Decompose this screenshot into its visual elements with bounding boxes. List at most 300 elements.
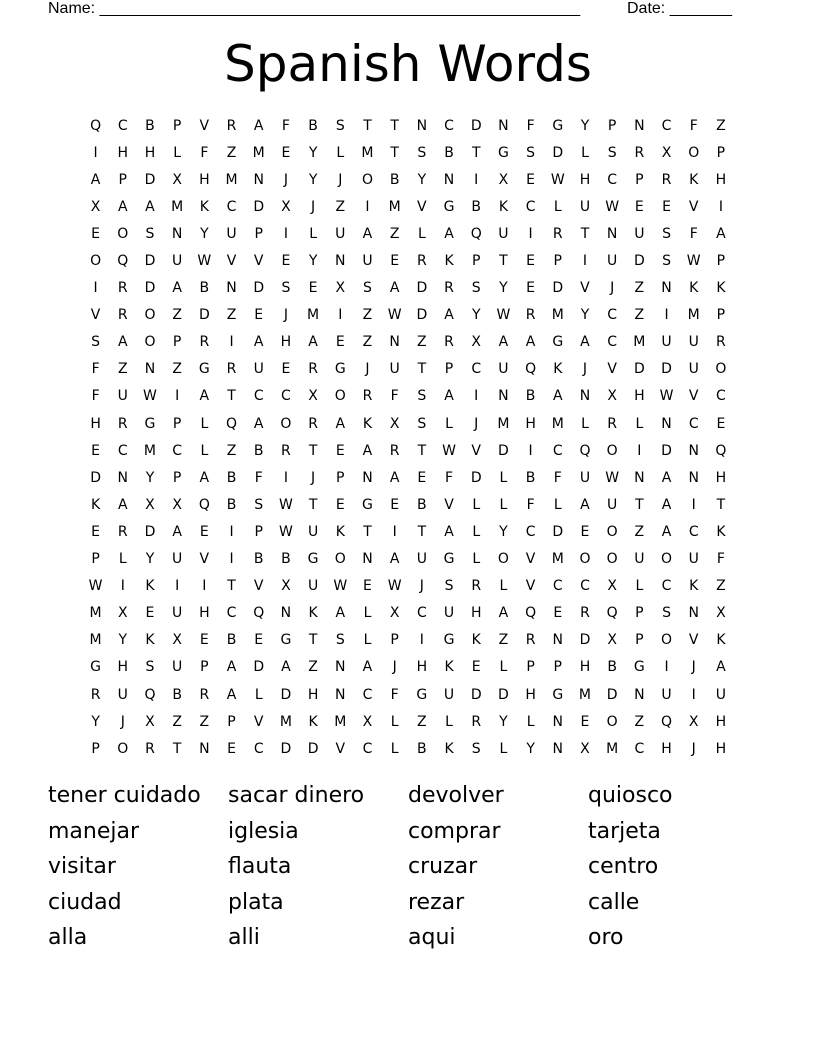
grid-letter: T <box>417 442 427 459</box>
grid-letter: Y <box>118 632 128 649</box>
grid-letter: K <box>308 713 318 730</box>
grid-letter: L <box>581 144 589 161</box>
grid-row <box>82 247 737 274</box>
grid-letter: O <box>90 253 102 270</box>
grid-letter: Z <box>226 144 237 161</box>
word-list-row <box>48 886 768 922</box>
grid-letter: D <box>552 144 564 161</box>
grid-letter: R <box>389 442 400 459</box>
grid-letter: E <box>254 632 264 649</box>
grid-letter: A <box>172 523 182 540</box>
grid-letter: I <box>392 523 397 540</box>
grid-row <box>82 139 737 166</box>
grid-letter: S <box>417 415 427 432</box>
grid-letter: X <box>389 415 400 432</box>
grid-letter: B <box>525 388 536 405</box>
grid-letter: J <box>120 713 125 730</box>
grid-letter: X <box>716 605 726 622</box>
grid-letter: U <box>661 334 672 351</box>
grid-letter: L <box>118 551 127 568</box>
grid-letter: E <box>308 280 318 297</box>
grid-letter: K <box>362 415 373 432</box>
grid-letter: T <box>417 523 427 540</box>
grid-letter: O <box>280 415 292 432</box>
grid-letter: R <box>471 713 482 730</box>
grid-letter: U <box>172 551 183 568</box>
header-fields <box>48 0 768 20</box>
grid-letter: Y <box>499 280 508 297</box>
grid-letter: I <box>528 225 533 242</box>
grid-letter: U <box>607 496 618 513</box>
grid-letter: A <box>199 388 210 405</box>
grid-letter: A <box>444 388 454 405</box>
grid-letter: P <box>172 415 182 432</box>
grid-letter: V <box>525 551 536 568</box>
word-list-item: alla <box>48 925 88 950</box>
grid-letter: V <box>444 496 454 513</box>
grid-letter: Y <box>200 225 209 242</box>
grid-letter: B <box>308 117 318 134</box>
grid-letter: A <box>661 523 672 540</box>
grid-letter: H <box>117 659 129 676</box>
grid-letter: R <box>145 740 155 757</box>
grid-letter: A <box>716 659 726 676</box>
grid-letter: R <box>607 415 618 432</box>
grid-letter: N <box>144 361 156 378</box>
grid-letter: T <box>363 523 372 540</box>
grid-letter: G <box>280 632 292 649</box>
grid-letter: B <box>389 171 400 188</box>
grid-letter: V <box>607 361 617 378</box>
word-list-item: ciudad <box>48 889 122 915</box>
grid-letter: C <box>634 740 645 757</box>
word-list-item: comprar <box>408 818 501 844</box>
grid-letter: Q <box>198 496 210 513</box>
grid-letter: L <box>173 144 182 161</box>
grid-letter: T <box>716 496 726 513</box>
grid-letter: I <box>474 171 479 188</box>
grid-letter: P <box>390 632 399 649</box>
grid-letter: F <box>91 361 100 378</box>
grid-letter: F <box>526 496 535 513</box>
grid-letter: A <box>525 334 536 351</box>
grid-letter: X <box>281 198 291 215</box>
grid-letter: N <box>552 713 564 730</box>
grid-letter: G <box>416 686 428 703</box>
grid-row <box>82 193 737 220</box>
grid-letter: K <box>91 496 101 513</box>
grid-letter: P <box>118 171 127 188</box>
grid-letter: R <box>716 334 726 351</box>
grid-letter: L <box>390 713 399 730</box>
grid-letter: E <box>716 415 726 432</box>
grid-letter: Z <box>498 632 509 649</box>
grid-letter: I <box>365 198 370 215</box>
grid-letter: U <box>443 605 455 622</box>
grid-letter: X <box>389 605 400 622</box>
grid-letter: O <box>144 307 156 324</box>
grid-letter: W <box>387 307 402 324</box>
grid-letter: V <box>226 253 237 270</box>
grid-letter: G <box>334 361 346 378</box>
grid-letter: J <box>474 415 479 432</box>
grid-row <box>82 112 737 139</box>
grid-letter: A <box>253 117 264 134</box>
grid-letter: D <box>579 632 591 649</box>
grid-letter: H <box>715 713 727 730</box>
grid-letter: C <box>444 117 454 134</box>
grid-letter: D <box>144 253 156 270</box>
grid-letter: P <box>716 307 726 324</box>
grid-letter: Y <box>308 144 318 161</box>
grid-letter: L <box>200 442 209 459</box>
grid-letter: V <box>253 713 264 730</box>
grid-letter: A <box>172 280 182 297</box>
grid-letter: E <box>335 496 345 513</box>
grid-letter: A <box>362 659 373 676</box>
grid-letter: F <box>200 144 209 161</box>
grid-letter: F <box>254 469 263 486</box>
grid-letter: U <box>688 361 699 378</box>
grid-letter: O <box>715 361 727 378</box>
grid-letter: U <box>362 253 373 270</box>
grid-letter: N <box>498 388 509 405</box>
word-list-item: tener cuidado <box>48 783 201 808</box>
grid-letter: L <box>363 605 372 622</box>
grid-letter: H <box>144 144 156 161</box>
grid-letter: Z <box>335 198 346 215</box>
grid-letter: G <box>552 334 564 351</box>
grid-letter: Y <box>499 713 508 730</box>
grid-letter: R <box>117 523 128 540</box>
grid-letter: I <box>283 469 288 486</box>
grid-letter: E <box>335 334 345 351</box>
grid-letter: C <box>226 198 237 215</box>
grid-letter: Z <box>226 307 237 324</box>
grid-letter: U <box>117 686 128 703</box>
grid-letter: U <box>416 551 427 568</box>
grid-letter: D <box>661 361 672 378</box>
grid-letter: G <box>307 551 319 568</box>
grid-letter: U <box>634 551 645 568</box>
grid-letter: Z <box>634 307 645 324</box>
grid-letter: E <box>145 605 155 622</box>
grid-letter: E <box>471 659 481 676</box>
grid-letter: L <box>472 496 481 513</box>
grid-row <box>82 681 737 708</box>
grid-letter: T <box>308 632 318 649</box>
grid-letter: R <box>308 361 318 378</box>
grid-letter: A <box>90 171 101 188</box>
grid-letter: N <box>688 442 699 459</box>
grid-letter: P <box>716 144 726 161</box>
grid-letter: N <box>661 415 672 432</box>
grid-row <box>82 735 737 762</box>
grid-letter: N <box>634 686 645 703</box>
grid-letter: N <box>552 740 564 757</box>
grid-letter: A <box>226 686 237 703</box>
grid-letter: R <box>117 415 128 432</box>
grid-letter: C <box>362 686 373 703</box>
grid-letter: S <box>662 225 671 242</box>
grid-letter: F <box>689 225 698 242</box>
grid-letter: P <box>227 713 236 730</box>
grid-letter: K <box>689 280 699 297</box>
grid-letter: R <box>117 280 128 297</box>
grid-letter: D <box>253 659 265 676</box>
grid-letter: S <box>363 280 372 297</box>
grid-row <box>82 546 737 573</box>
grid-letter: W <box>605 469 620 486</box>
grid-letter: D <box>253 198 265 215</box>
grid-letter: Q <box>253 605 265 622</box>
grid-letter: R <box>362 388 373 405</box>
grid-letter: L <box>635 578 644 595</box>
grid-letter: E <box>281 253 291 270</box>
grid-letter: E <box>254 307 264 324</box>
grid-letter: V <box>688 388 699 405</box>
word-list-item: oro <box>588 925 624 950</box>
grid-letter: O <box>497 551 509 568</box>
grid-letter: N <box>634 117 645 134</box>
grid-letter: I <box>637 442 642 459</box>
grid-letter: Q <box>606 605 618 622</box>
grid-letter: P <box>172 469 182 486</box>
grid-letter: Z <box>172 307 182 324</box>
grid-letter: Q <box>525 361 537 378</box>
grid-letter: S <box>471 280 481 297</box>
grid-letter: A <box>389 469 400 486</box>
grid-letter: A <box>117 334 128 351</box>
grid-letter: R <box>199 686 210 703</box>
grid-letter: E <box>335 442 345 459</box>
grid-letter: S <box>471 740 481 757</box>
grid-letter: U <box>607 253 618 270</box>
grid-letter: X <box>145 713 155 730</box>
grid-letter: X <box>172 632 182 649</box>
grid-letter: M <box>551 551 564 568</box>
grid-letter: N <box>634 469 645 486</box>
grid-letter: L <box>363 632 372 649</box>
grid-letter: P <box>471 253 481 270</box>
grid-letter: A <box>389 280 400 297</box>
grid-letter: X <box>471 334 482 351</box>
grid-letter: A <box>444 307 454 324</box>
grid-letter: Z <box>172 361 182 378</box>
grid-letter: C <box>552 442 563 459</box>
grid-letter: L <box>499 578 508 595</box>
grid-letter: T <box>390 117 399 134</box>
grid-letter: W <box>442 442 456 459</box>
grid-letter: N <box>226 280 237 297</box>
grid-letter: X <box>145 496 155 513</box>
grid-letter: U <box>498 225 509 242</box>
grid-letter: O <box>661 632 673 649</box>
grid-letter: P <box>526 659 535 676</box>
grid-letter: S <box>607 144 617 161</box>
grid-letter: S <box>335 117 345 134</box>
grid-letter: F <box>281 117 290 134</box>
grid-letter: W <box>143 388 157 405</box>
grid-letter: E <box>526 253 536 270</box>
grid-letter: N <box>606 225 618 242</box>
grid-letter: C <box>253 388 264 405</box>
grid-letter: E <box>91 523 101 540</box>
grid-letter: B <box>525 469 536 486</box>
grid-letter: C <box>525 198 536 215</box>
grid-letter: M <box>279 713 292 730</box>
grid-letter: D <box>633 361 645 378</box>
grid-letter: W <box>333 578 348 595</box>
grid-letter: H <box>661 740 672 757</box>
grid-letter: H <box>90 415 101 432</box>
grid-letter: B <box>253 442 264 459</box>
grid-letter: F <box>390 388 399 405</box>
grid-letter: E <box>199 632 209 649</box>
grid-letter: Z <box>417 334 427 351</box>
grid-letter: A <box>362 225 373 242</box>
grid-letter: V <box>471 442 481 459</box>
grid-letter: T <box>580 225 590 242</box>
grid-letter: I <box>120 578 125 595</box>
word-list-item: iglesia <box>228 818 299 844</box>
grid-letter: X <box>580 740 590 757</box>
grid-letter: E <box>227 740 236 757</box>
grid-letter: V <box>688 632 699 649</box>
grid-letter: E <box>281 361 291 378</box>
grid-letter: D <box>416 307 428 324</box>
grid-letter: E <box>662 198 671 215</box>
grid-letter: V <box>199 551 210 568</box>
word-list-item: calle <box>588 889 640 915</box>
grid-letter: U <box>307 578 319 595</box>
grid-letter: P <box>172 117 182 134</box>
grid-letter: C <box>552 578 563 595</box>
grid-letter: Z <box>389 225 400 242</box>
word-list-item: manejar <box>48 818 140 844</box>
grid-letter: U <box>579 198 591 215</box>
grid-letter: I <box>664 659 669 676</box>
grid-row <box>82 437 737 464</box>
grid-letter: Z <box>117 361 128 378</box>
grid-letter: I <box>718 198 723 215</box>
grid-letter: M <box>171 198 184 215</box>
word-list-row <box>48 921 768 957</box>
grid-letter: D <box>552 523 564 540</box>
grid-letter: I <box>338 307 343 324</box>
grid-letter: L <box>526 713 535 730</box>
grid-letter: L <box>445 713 453 730</box>
grid-letter: U <box>443 686 455 703</box>
grid-letter: X <box>172 171 182 188</box>
grid-letter: K <box>145 578 155 595</box>
grid-letter: P <box>607 117 617 134</box>
grid-letter: T <box>390 144 399 161</box>
grid-letter: A <box>253 334 264 351</box>
grid-letter: K <box>444 740 454 757</box>
word-list-item: cruzar <box>408 854 478 879</box>
grid-letter: P <box>444 361 454 378</box>
grid-row <box>82 166 737 193</box>
grid-letter: U <box>172 253 183 270</box>
grid-letter: P <box>172 334 182 351</box>
grid-letter: K <box>716 523 726 540</box>
grid-row <box>82 275 737 302</box>
grid-letter: C <box>607 171 618 188</box>
grid-letter: A <box>444 523 454 540</box>
grid-letter: D <box>253 280 265 297</box>
grid-letter: V <box>90 307 101 324</box>
grid-letter: X <box>335 280 346 297</box>
grid-letter: B <box>145 117 155 134</box>
grid-letter: F <box>689 117 698 134</box>
grid-letter: L <box>499 659 508 676</box>
grid-letter: F <box>390 686 399 703</box>
grid-row <box>82 464 737 491</box>
grid-letter: Q <box>661 713 673 730</box>
grid-letter: J <box>610 280 615 297</box>
grid-letter: D <box>144 523 156 540</box>
grid-letter: K <box>444 659 454 676</box>
grid-letter: I <box>229 523 234 540</box>
grid-letter: A <box>362 442 373 459</box>
grid-letter: K <box>308 605 318 622</box>
grid-letter: C <box>416 605 427 622</box>
grid-letter: N <box>498 117 509 134</box>
grid-letter: H <box>307 686 319 703</box>
grid-letter: A <box>580 334 590 351</box>
word-list-item: plata <box>228 889 284 915</box>
grid-letter: D <box>606 686 618 703</box>
grid-letter: O <box>334 388 346 405</box>
grid-letter: R <box>552 225 563 242</box>
grid-letter: B <box>281 551 291 568</box>
grid-letter: P <box>716 253 726 270</box>
grid-letter: H <box>525 415 536 432</box>
grid-letter: L <box>200 415 209 432</box>
grid-letter: T <box>227 578 236 595</box>
grid-letter: H <box>579 171 591 188</box>
grid-letter: Y <box>580 117 590 134</box>
grid-letter: N <box>171 225 183 242</box>
grid-letter: U <box>634 225 645 242</box>
grid-letter: B <box>607 659 617 676</box>
word-list-item: centro <box>588 854 659 879</box>
grid-letter: Z <box>172 713 182 730</box>
grid-letter: Y <box>499 523 508 540</box>
grid-letter: I <box>691 496 696 513</box>
grid-letter: M <box>361 144 374 161</box>
grid-letter: E <box>91 225 101 242</box>
grid-letter: T <box>471 144 481 161</box>
grid-letter: K <box>199 198 209 215</box>
word-list-row <box>48 815 768 851</box>
grid-letter: O <box>606 713 618 730</box>
grid-letter: I <box>528 442 533 459</box>
grid-row <box>82 329 737 356</box>
grid-letter: B <box>226 496 237 513</box>
grid-letter: G <box>198 361 210 378</box>
grid-letter: C <box>580 578 590 595</box>
grid-letter: X <box>117 605 128 622</box>
grid-letter: A <box>145 198 155 215</box>
grid-letter: P <box>635 605 644 622</box>
grid-letter: M <box>606 740 619 757</box>
grid-letter: X <box>308 388 318 405</box>
grid-row <box>82 518 737 545</box>
grid-letter: C <box>117 442 128 459</box>
grid-letter: F <box>716 551 725 568</box>
